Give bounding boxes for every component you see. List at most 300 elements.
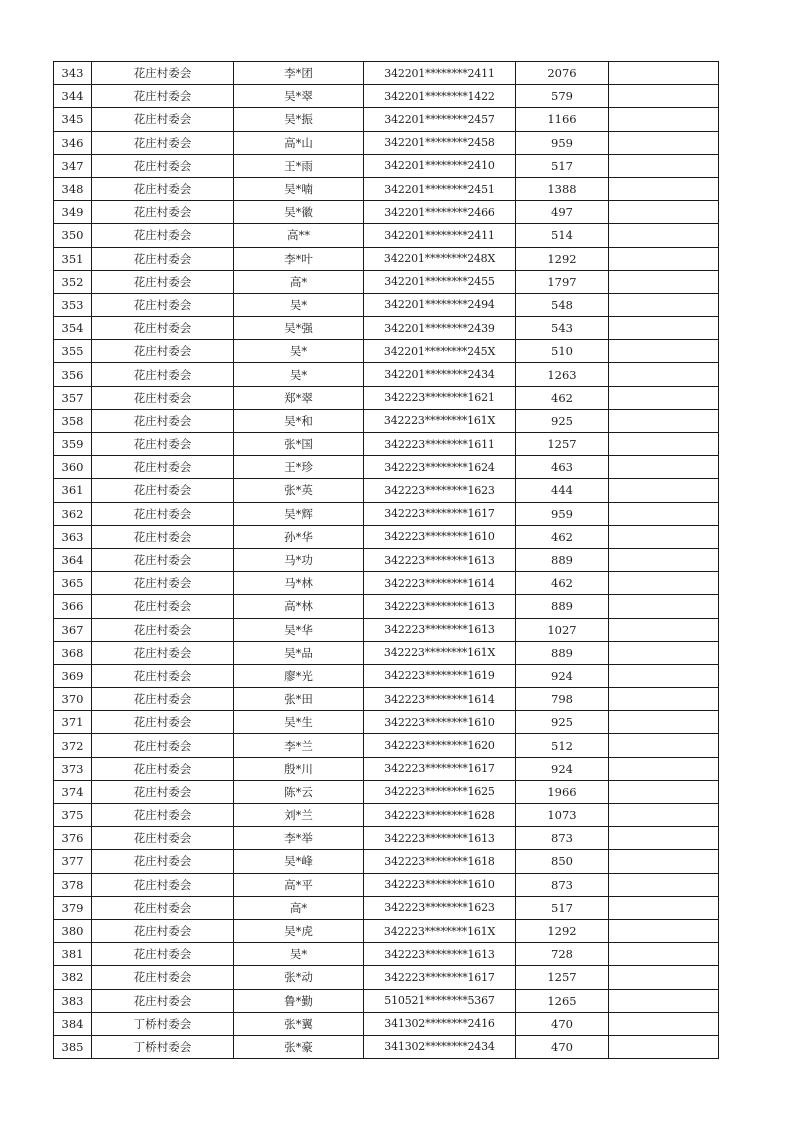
note-cell xyxy=(609,966,719,989)
row-number-cell: 385 xyxy=(54,1035,92,1058)
note-cell xyxy=(609,572,719,595)
table-row xyxy=(54,850,719,873)
person-name-cell: 陈*云 xyxy=(234,780,364,803)
note-cell xyxy=(609,618,719,641)
person-name-cell: 张*豪 xyxy=(234,1035,364,1058)
village-committee-cell: 花庄村委会 xyxy=(92,688,234,711)
row-number-cell: 381 xyxy=(54,943,92,966)
note-cell xyxy=(609,108,719,131)
row-number-cell: 358 xyxy=(54,409,92,432)
amount-cell: 579 xyxy=(516,85,609,108)
note-cell xyxy=(609,456,719,479)
id-number-cell: 342223********1613 xyxy=(364,943,516,966)
amount-cell: 1966 xyxy=(516,780,609,803)
person-name-cell: 廖*光 xyxy=(234,664,364,687)
person-name-cell: 吴*虎 xyxy=(234,919,364,942)
row-number-cell: 370 xyxy=(54,688,92,711)
village-committee-cell: 花庄村委会 xyxy=(92,270,234,293)
village-committee-cell: 花庄村委会 xyxy=(92,502,234,525)
table-row xyxy=(54,131,719,154)
row-number-cell: 379 xyxy=(54,896,92,919)
note-cell xyxy=(609,827,719,850)
amount-cell: 1388 xyxy=(516,177,609,200)
table-row xyxy=(54,896,719,919)
amount-cell: 1073 xyxy=(516,804,609,827)
note-cell xyxy=(609,641,719,664)
row-number-cell: 360 xyxy=(54,456,92,479)
note-cell xyxy=(609,201,719,224)
table-row xyxy=(54,804,719,827)
row-number-cell: 366 xyxy=(54,595,92,618)
table-row xyxy=(54,502,719,525)
table-row xyxy=(54,595,719,618)
table-row xyxy=(54,108,719,131)
person-name-cell: 吴*和 xyxy=(234,409,364,432)
village-committee-cell: 花庄村委会 xyxy=(92,548,234,571)
id-number-cell: 342223********1614 xyxy=(364,688,516,711)
person-name-cell: 郑*翠 xyxy=(234,386,364,409)
person-name-cell: 吴*品 xyxy=(234,641,364,664)
note-cell xyxy=(609,317,719,340)
table-row xyxy=(54,224,719,247)
amount-cell: 925 xyxy=(516,409,609,432)
row-number-cell: 382 xyxy=(54,966,92,989)
person-name-cell: 高** xyxy=(234,224,364,247)
person-name-cell: 张*翼 xyxy=(234,1012,364,1035)
village-committee-cell: 花庄村委会 xyxy=(92,873,234,896)
row-number-cell: 371 xyxy=(54,711,92,734)
amount-cell: 1166 xyxy=(516,108,609,131)
id-number-cell: 510521********5367 xyxy=(364,989,516,1012)
id-number-cell: 342201********2410 xyxy=(364,154,516,177)
amount-cell: 1257 xyxy=(516,966,609,989)
village-committee-cell: 花庄村委会 xyxy=(92,641,234,664)
person-name-cell: 吴*辉 xyxy=(234,502,364,525)
id-number-cell: 342201********245X xyxy=(364,340,516,363)
village-committee-cell: 花庄村委会 xyxy=(92,664,234,687)
row-number-cell: 347 xyxy=(54,154,92,177)
person-name-cell: 王*雨 xyxy=(234,154,364,177)
person-name-cell: 李*举 xyxy=(234,827,364,850)
id-number-cell: 342223********1613 xyxy=(364,548,516,571)
row-number-cell: 345 xyxy=(54,108,92,131)
table-row xyxy=(54,201,719,224)
village-committee-cell: 花庄村委会 xyxy=(92,62,234,85)
person-name-cell: 张*英 xyxy=(234,479,364,502)
note-cell xyxy=(609,734,719,757)
table-row xyxy=(54,270,719,293)
note-cell xyxy=(609,433,719,456)
person-name-cell: 高*山 xyxy=(234,131,364,154)
note-cell xyxy=(609,502,719,525)
person-name-cell: 高*林 xyxy=(234,595,364,618)
id-number-cell: 342223********1611 xyxy=(364,433,516,456)
person-name-cell: 李*团 xyxy=(234,62,364,85)
village-committee-cell: 花庄村委会 xyxy=(92,572,234,595)
person-name-cell: 马*林 xyxy=(234,572,364,595)
row-number-cell: 350 xyxy=(54,224,92,247)
village-committee-cell: 花庄村委会 xyxy=(92,340,234,363)
person-name-cell: 张*国 xyxy=(234,433,364,456)
table-row xyxy=(54,943,719,966)
table-row xyxy=(54,247,719,270)
amount-cell: 1292 xyxy=(516,919,609,942)
table-row xyxy=(54,340,719,363)
row-number-cell: 383 xyxy=(54,989,92,1012)
id-number-cell: 342223********1613 xyxy=(364,618,516,641)
village-committee-cell: 丁桥村委会 xyxy=(92,1035,234,1058)
id-number-cell: 342223********1613 xyxy=(364,827,516,850)
amount-cell: 514 xyxy=(516,224,609,247)
note-cell xyxy=(609,780,719,803)
village-committee-cell: 花庄村委会 xyxy=(92,409,234,432)
note-cell xyxy=(609,757,719,780)
amount-cell: 728 xyxy=(516,943,609,966)
table-row xyxy=(54,1035,719,1058)
village-committee-cell: 花庄村委会 xyxy=(92,433,234,456)
village-committee-cell: 花庄村委会 xyxy=(92,154,234,177)
row-number-cell: 374 xyxy=(54,780,92,803)
village-committee-cell: 花庄村委会 xyxy=(92,943,234,966)
row-number-cell: 361 xyxy=(54,479,92,502)
id-number-cell: 342223********1613 xyxy=(364,595,516,618)
amount-cell: 497 xyxy=(516,201,609,224)
amount-cell: 1292 xyxy=(516,247,609,270)
table-row xyxy=(54,85,719,108)
table-row xyxy=(54,641,719,664)
table-row xyxy=(54,734,719,757)
person-name-cell: 高* xyxy=(234,896,364,919)
person-name-cell: 孙*华 xyxy=(234,525,364,548)
id-number-cell: 342223********1610 xyxy=(364,711,516,734)
village-committee-cell: 花庄村委会 xyxy=(92,525,234,548)
person-name-cell: 吴*生 xyxy=(234,711,364,734)
row-number-cell: 380 xyxy=(54,919,92,942)
note-cell xyxy=(609,804,719,827)
note-cell xyxy=(609,270,719,293)
table-row xyxy=(54,433,719,456)
table-row xyxy=(54,664,719,687)
amount-cell: 2076 xyxy=(516,62,609,85)
person-name-cell: 张*动 xyxy=(234,966,364,989)
person-name-cell: 鲁*勤 xyxy=(234,989,364,1012)
person-name-cell: 刘*兰 xyxy=(234,804,364,827)
amount-cell: 925 xyxy=(516,711,609,734)
note-cell xyxy=(609,919,719,942)
note-cell xyxy=(609,479,719,502)
id-number-cell: 342201********248X xyxy=(364,247,516,270)
table-row xyxy=(54,548,719,571)
note-cell xyxy=(609,340,719,363)
id-number-cell: 342201********2458 xyxy=(364,131,516,154)
row-number-cell: 369 xyxy=(54,664,92,687)
amount-cell: 1265 xyxy=(516,989,609,1012)
village-committee-cell: 花庄村委会 xyxy=(92,966,234,989)
id-number-cell: 342201********2451 xyxy=(364,177,516,200)
village-committee-cell: 花庄村委会 xyxy=(92,131,234,154)
amount-cell: 924 xyxy=(516,757,609,780)
note-cell xyxy=(609,873,719,896)
row-number-cell: 357 xyxy=(54,386,92,409)
person-name-cell: 吴*喃 xyxy=(234,177,364,200)
amount-cell: 510 xyxy=(516,340,609,363)
id-number-cell: 342223********161X xyxy=(364,919,516,942)
person-name-cell: 李*叶 xyxy=(234,247,364,270)
id-number-cell: 341302********2434 xyxy=(364,1035,516,1058)
amount-cell: 959 xyxy=(516,131,609,154)
note-cell xyxy=(609,850,719,873)
person-name-cell: 吴* xyxy=(234,943,364,966)
amount-cell: 463 xyxy=(516,456,609,479)
person-name-cell: 张*田 xyxy=(234,688,364,711)
note-cell xyxy=(609,943,719,966)
id-number-cell: 342223********1624 xyxy=(364,456,516,479)
table-row xyxy=(54,479,719,502)
village-committee-cell: 花庄村委会 xyxy=(92,827,234,850)
note-cell xyxy=(609,595,719,618)
person-name-cell: 高* xyxy=(234,270,364,293)
id-number-cell: 342223********1617 xyxy=(364,966,516,989)
amount-cell: 462 xyxy=(516,386,609,409)
amount-cell: 798 xyxy=(516,688,609,711)
row-number-cell: 377 xyxy=(54,850,92,873)
amount-cell: 517 xyxy=(516,896,609,919)
id-number-cell: 342223********1628 xyxy=(364,804,516,827)
row-number-cell: 364 xyxy=(54,548,92,571)
id-number-cell: 342223********1610 xyxy=(364,873,516,896)
id-number-cell: 342201********2411 xyxy=(364,224,516,247)
amount-cell: 462 xyxy=(516,572,609,595)
row-number-cell: 354 xyxy=(54,317,92,340)
row-number-cell: 373 xyxy=(54,757,92,780)
village-committee-cell: 花庄村委会 xyxy=(92,108,234,131)
table-row xyxy=(54,919,719,942)
table-row xyxy=(54,363,719,386)
roster-table-body xyxy=(54,62,719,1059)
table-row xyxy=(54,780,719,803)
id-number-cell: 342223********161X xyxy=(364,409,516,432)
id-number-cell: 342201********2466 xyxy=(364,201,516,224)
person-name-cell: 高*平 xyxy=(234,873,364,896)
id-number-cell: 341302********2416 xyxy=(364,1012,516,1035)
amount-cell: 1263 xyxy=(516,363,609,386)
person-name-cell: 吴* xyxy=(234,340,364,363)
row-number-cell: 372 xyxy=(54,734,92,757)
row-number-cell: 349 xyxy=(54,201,92,224)
row-number-cell: 375 xyxy=(54,804,92,827)
note-cell xyxy=(609,293,719,316)
row-number-cell: 365 xyxy=(54,572,92,595)
note-cell xyxy=(609,1035,719,1058)
id-number-cell: 342223********1619 xyxy=(364,664,516,687)
table-row xyxy=(54,618,719,641)
amount-cell: 889 xyxy=(516,548,609,571)
id-number-cell: 342201********2439 xyxy=(364,317,516,340)
village-committee-cell: 花庄村委会 xyxy=(92,618,234,641)
amount-cell: 959 xyxy=(516,502,609,525)
table-row xyxy=(54,572,719,595)
row-number-cell: 355 xyxy=(54,340,92,363)
table-row xyxy=(54,409,719,432)
row-number-cell: 344 xyxy=(54,85,92,108)
amount-cell: 1257 xyxy=(516,433,609,456)
row-number-cell: 353 xyxy=(54,293,92,316)
village-committee-cell: 花庄村委会 xyxy=(92,293,234,316)
table-row xyxy=(54,711,719,734)
id-number-cell: 342201********2494 xyxy=(364,293,516,316)
note-cell xyxy=(609,363,719,386)
amount-cell: 470 xyxy=(516,1012,609,1035)
person-name-cell: 王*珍 xyxy=(234,456,364,479)
row-number-cell: 376 xyxy=(54,827,92,850)
village-committee-cell: 花庄村委会 xyxy=(92,85,234,108)
id-number-cell: 342223********1621 xyxy=(364,386,516,409)
note-cell xyxy=(609,989,719,1012)
table-row xyxy=(54,154,719,177)
person-name-cell: 李*兰 xyxy=(234,734,364,757)
note-cell xyxy=(609,85,719,108)
note-cell xyxy=(609,525,719,548)
amount-cell: 1027 xyxy=(516,618,609,641)
village-committee-cell: 花庄村委会 xyxy=(92,363,234,386)
id-number-cell: 342223********1618 xyxy=(364,850,516,873)
id-number-cell: 342223********1617 xyxy=(364,757,516,780)
amount-cell: 512 xyxy=(516,734,609,757)
village-committee-cell: 花庄村委会 xyxy=(92,201,234,224)
row-number-cell: 378 xyxy=(54,873,92,896)
note-cell xyxy=(609,409,719,432)
amount-cell: 470 xyxy=(516,1035,609,1058)
village-committee-cell: 花庄村委会 xyxy=(92,804,234,827)
amount-cell: 543 xyxy=(516,317,609,340)
note-cell xyxy=(609,664,719,687)
village-committee-cell: 丁桥村委会 xyxy=(92,1012,234,1035)
table-row xyxy=(54,293,719,316)
note-cell xyxy=(609,154,719,177)
table-row xyxy=(54,62,719,85)
amount-cell: 924 xyxy=(516,664,609,687)
table-row xyxy=(54,317,719,340)
id-number-cell: 342201********2457 xyxy=(364,108,516,131)
amount-cell: 873 xyxy=(516,873,609,896)
table-row xyxy=(54,989,719,1012)
id-number-cell: 342201********2434 xyxy=(364,363,516,386)
table-row xyxy=(54,177,719,200)
note-cell xyxy=(609,688,719,711)
village-committee-cell: 花庄村委会 xyxy=(92,734,234,757)
row-number-cell: 346 xyxy=(54,131,92,154)
row-number-cell: 343 xyxy=(54,62,92,85)
id-number-cell: 342223********1617 xyxy=(364,502,516,525)
id-number-cell: 342223********1614 xyxy=(364,572,516,595)
person-name-cell: 殷*川 xyxy=(234,757,364,780)
village-committee-cell: 花庄村委会 xyxy=(92,780,234,803)
table-row xyxy=(54,456,719,479)
id-number-cell: 342223********1623 xyxy=(364,479,516,502)
village-committee-cell: 花庄村委会 xyxy=(92,456,234,479)
village-committee-cell: 花庄村委会 xyxy=(92,224,234,247)
row-number-cell: 362 xyxy=(54,502,92,525)
id-number-cell: 342223********1610 xyxy=(364,525,516,548)
id-number-cell: 342201********2455 xyxy=(364,270,516,293)
id-number-cell: 342201********1422 xyxy=(364,85,516,108)
note-cell xyxy=(609,177,719,200)
id-number-cell: 342223********1623 xyxy=(364,896,516,919)
note-cell xyxy=(609,131,719,154)
table-row xyxy=(54,1012,719,1035)
note-cell xyxy=(609,548,719,571)
amount-cell: 548 xyxy=(516,293,609,316)
amount-cell: 462 xyxy=(516,525,609,548)
row-number-cell: 367 xyxy=(54,618,92,641)
village-committee-cell: 花庄村委会 xyxy=(92,896,234,919)
note-cell xyxy=(609,386,719,409)
village-committee-cell: 花庄村委会 xyxy=(92,989,234,1012)
id-number-cell: 342201********2411 xyxy=(364,62,516,85)
village-committee-cell: 花庄村委会 xyxy=(92,479,234,502)
person-name-cell: 吴*强 xyxy=(234,317,364,340)
row-number-cell: 359 xyxy=(54,433,92,456)
table-row xyxy=(54,966,719,989)
id-number-cell: 342223********1625 xyxy=(364,780,516,803)
village-committee-cell: 花庄村委会 xyxy=(92,247,234,270)
row-number-cell: 348 xyxy=(54,177,92,200)
amount-cell: 517 xyxy=(516,154,609,177)
village-committee-cell: 花庄村委会 xyxy=(92,711,234,734)
village-committee-cell: 花庄村委会 xyxy=(92,850,234,873)
amount-cell: 873 xyxy=(516,827,609,850)
table-row xyxy=(54,757,719,780)
person-name-cell: 吴*翠 xyxy=(234,85,364,108)
village-committee-cell: 花庄村委会 xyxy=(92,919,234,942)
row-number-cell: 356 xyxy=(54,363,92,386)
village-committee-cell: 花庄村委会 xyxy=(92,757,234,780)
village-committee-cell: 花庄村委会 xyxy=(92,317,234,340)
person-name-cell: 吴* xyxy=(234,363,364,386)
row-number-cell: 352 xyxy=(54,270,92,293)
person-name-cell: 马*功 xyxy=(234,548,364,571)
person-name-cell: 吴*振 xyxy=(234,108,364,131)
note-cell xyxy=(609,896,719,919)
amount-cell: 1797 xyxy=(516,270,609,293)
amount-cell: 444 xyxy=(516,479,609,502)
id-number-cell: 342223********161X xyxy=(364,641,516,664)
person-name-cell: 吴*徽 xyxy=(234,201,364,224)
row-number-cell: 363 xyxy=(54,525,92,548)
table-row xyxy=(54,688,719,711)
note-cell xyxy=(609,711,719,734)
table-row xyxy=(54,827,719,850)
row-number-cell: 384 xyxy=(54,1012,92,1035)
person-name-cell: 吴* xyxy=(234,293,364,316)
amount-cell: 889 xyxy=(516,641,609,664)
id-number-cell: 342223********1620 xyxy=(364,734,516,757)
village-committee-cell: 花庄村委会 xyxy=(92,595,234,618)
village-committee-cell: 花庄村委会 xyxy=(92,177,234,200)
row-number-cell: 351 xyxy=(54,247,92,270)
amount-cell: 889 xyxy=(516,595,609,618)
roster-table xyxy=(53,61,719,1059)
person-name-cell: 吴*华 xyxy=(234,618,364,641)
table-row xyxy=(54,386,719,409)
amount-cell: 850 xyxy=(516,850,609,873)
village-committee-cell: 花庄村委会 xyxy=(92,386,234,409)
person-name-cell: 吴*峰 xyxy=(234,850,364,873)
note-cell xyxy=(609,224,719,247)
note-cell xyxy=(609,1012,719,1035)
table-row xyxy=(54,873,719,896)
row-number-cell: 368 xyxy=(54,641,92,664)
